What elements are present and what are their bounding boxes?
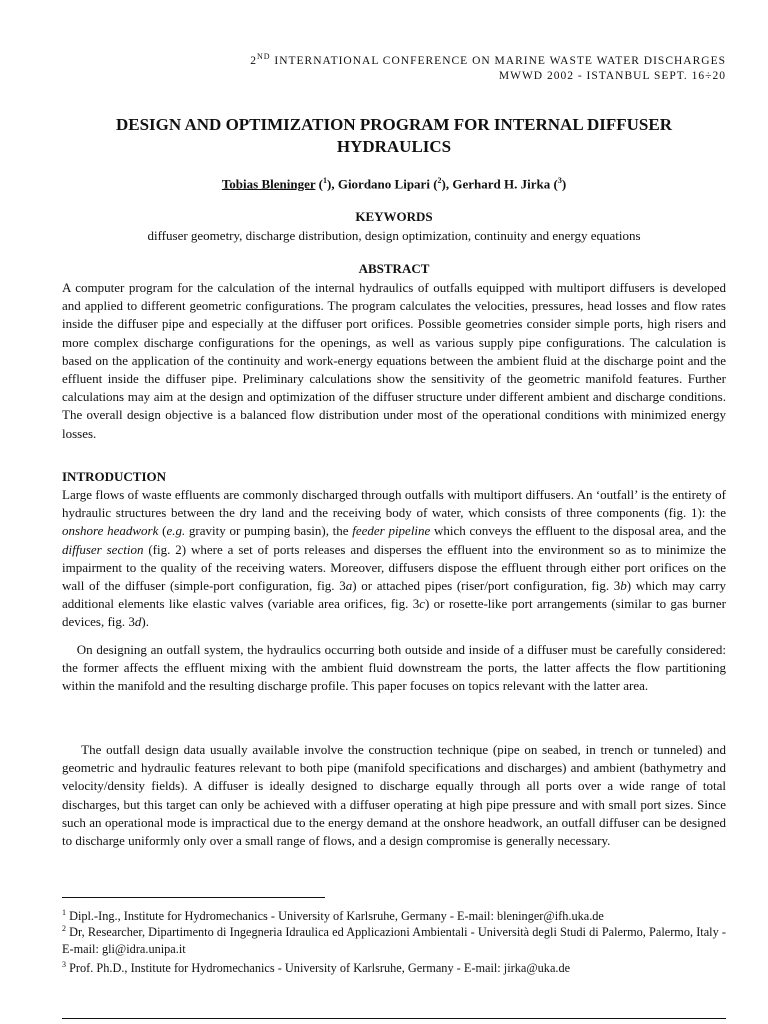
header-text: INTERNATIONAL CONFERENCE ON MARINE WASTE WATER DISCHARGES	[270, 54, 726, 67]
conference-header-line1	[250, 52, 726, 67]
introduction-paragraph-3: The outfall design data usually available involve the construction technique (pipe on seabed, in trench or tunneled) and geometric and hydraulic features relevant to both pipe (manifold specifications and discharges) and ambient (bathymetry and velocity/density fields). A diffuser is ideally designed to discharge equally through all ports over a wide range of total discharges, but this target can only be achieved with a diffuser operating at high pipe pressure and with small port sizes. Since such an operational mode is impractical due to the energy demand at the onshore headwork, an outfall diffuser can be designed to discharge uniformly only over a small range of flows, and a design compromise is generally necessary.	[62, 742, 730, 849]
footnote-1: $^1$ Dipl.-Ing., Institute for Hydromechanics - University of Karlsruhe, Germany - E-mail: bleninger@ifh.uka.de	[62, 908, 604, 924]
introduction-paragraph-2: On designing an outfall system, the hydraulics occurring both outside and inside of a diffuser must be carefully considered: the former affects the effluent mixing with the ambient fluid downstream the ports, the latter affects the flow partitioning within the manifold and the resulting discharge profile. This paper focuses on topics relevant with the latter area.	[62, 642, 730, 694]
page-footer-rule	[62, 1018, 726, 1019]
abstract-heading: ABSTRACT	[358, 261, 430, 276]
author-2: Giordano Lipari	[337, 176, 430, 192]
footnote-separator	[62, 897, 325, 898]
introduction-paragraph-1: Large flows of waste effluents are commonly discharged through outfalls with multiport diffusers. An ‘outfall’ is the entirety of hydraulic structures between the dry land and the receiving body of water, which consists of three components (fig. 1): the onshore headwork (e.g. gravity or pumping basin), the feeder pipeline which conveys the effluent to the disposal area, and the diffuser section (fig. 2) where a set of ports releases and disperses the effluent into the environment so as to minimize the impairment to the quality of the receiving waters. Moreover, diffusers dispose the effluent through either port orifices on the wall of the diffuser (simple-port configuration, fig. 3a) or attached pipes (riser/port configuration, fig. 3b) which may carry additional elements like elastic valves (variable area orifices, fig. 3c) or rosette-like port arrangements (similar to gas burner devices, fig. 3d).	[62, 487, 727, 630]
keywords-heading: KEYWORDS	[355, 209, 433, 224]
header-number: 2	[250, 54, 257, 67]
author-1: Tobias Bleninger	[221, 176, 316, 192]
header-superscript: ND	[256, 52, 271, 61]
keywords-text: diffuser geometry, discharge distribution, design optimization, continuity and energy equations	[147, 228, 641, 243]
author-list: Tobias Bleninger ($^1$), Giordano Lipari ($^2$), Gerhard H. Jirka ($^3$)	[221, 176, 567, 192]
conference-header-line2: MWWD 2002 - ISTANBUL SEPT. 16÷20	[498, 70, 726, 82]
footnote-3: $^3$ Prof. Ph.D., Institute for Hydromechanics - University of Karlsruhe, Germany - E-mail: jirka@uka.de	[62, 960, 571, 976]
author-3-mark: 3	[557, 176, 562, 185]
paper-title	[62, 114, 726, 158]
footnote-2: $^2$ Dr, Researcher, Dipartimento di Ingegneria Idraulica ed Applicazioni Ambientali - Università degli Studi di Palermo, Palermo, Italy - E-mail: gli@idra.unipa.it	[62, 924, 726, 956]
paper-title-line1: DESIGN AND OPTIMIZATION PROGRAM FOR INTERNAL DIFFUSER	[115, 115, 672, 134]
abstract-text: A computer program for the calculation of the internal hydraulics of outfalls equipped with multiport diffusers is developed and applied to different geometric configurations. The program calculates the velocities, pressures, head losses and flow rates inside the diffuser pipe and especially at the diffuser port orifices. Possible geometries consider simple ports, high risers and more complex discharge configurations for the openings, as well as various supply pipe configurations. The calculation is based on the application of the continuity and work-energy equations between the ambient fluid at the discharge point and the effluent inside the diffuser pipe. Preliminary calculations show the sensitivity of the geometric manifold features. Further calculations may aim at the design and optimization of the diffuser structure under different ambient and discharge conditions. The overall design objective is a balanced flow distribution under most of the operational conditions with minimized energy losses.	[62, 280, 726, 441]
author-2-mark: 2	[437, 176, 442, 185]
author-1-mark: 1	[322, 176, 327, 185]
paper-title-line2: HYDRAULICS	[336, 137, 452, 156]
introduction-heading: INTRODUCTION	[62, 469, 167, 484]
author-3: Gerhard H. Jirka	[452, 176, 551, 192]
